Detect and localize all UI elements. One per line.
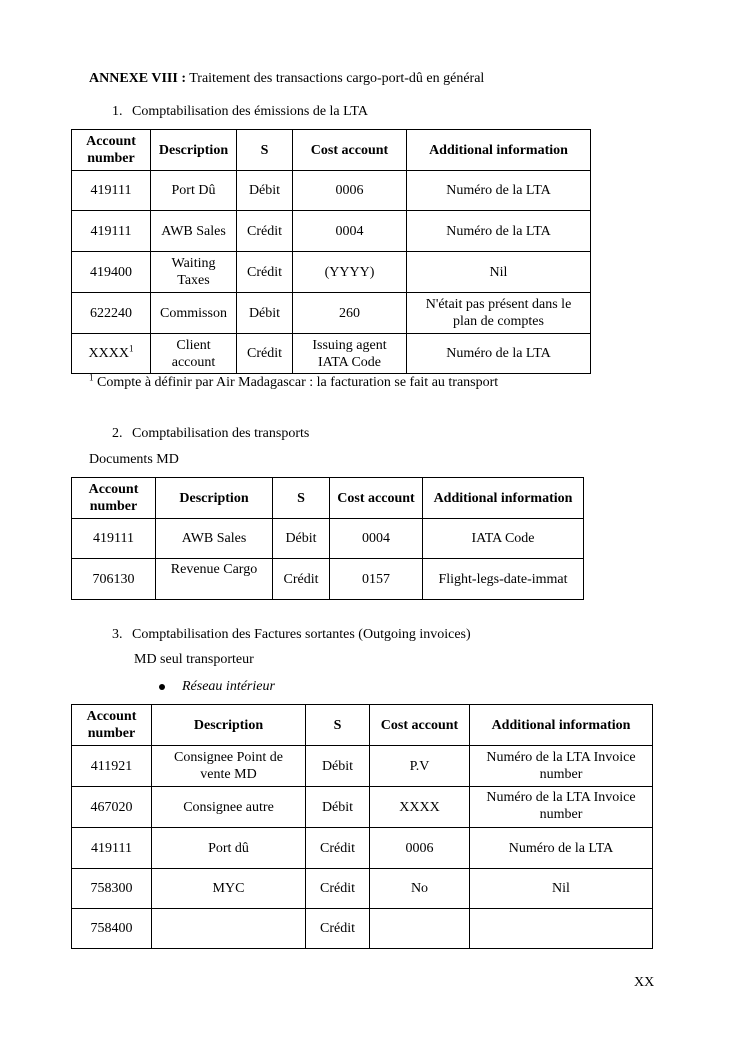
section2-subtitle: Documents MD: [89, 452, 179, 467]
cell: Consignee autre: [152, 787, 306, 828]
table-row: [72, 828, 653, 869]
footnote-ref: 1: [128, 343, 134, 354]
cell: Débit: [306, 787, 370, 828]
cell: 758300: [72, 869, 152, 909]
cell: Crédit: [237, 252, 293, 293]
cell: Débit: [237, 293, 293, 334]
section3-heading: [112, 626, 471, 643]
bullet-icon: [159, 684, 165, 690]
cell: Numéro de la LTA: [470, 828, 653, 869]
cell: Crédit: [273, 559, 330, 600]
cell: XXXX: [370, 787, 470, 828]
section2-number: 2.: [112, 426, 123, 441]
col-header: Cost account: [370, 705, 470, 746]
cell: 758400: [72, 909, 152, 949]
cell: Débit: [237, 171, 293, 211]
table-header-row: [72, 478, 584, 519]
section3-title: Comptabilisation des Factures sortantes (Outgoing invoices): [132, 627, 471, 642]
cell: 0006: [293, 171, 407, 211]
table-outgoing-invoices: [71, 704, 653, 949]
cell: 419400: [72, 252, 151, 293]
cell: P.V: [370, 746, 470, 787]
cell: 411921: [72, 746, 152, 787]
cell: 467020: [72, 787, 152, 828]
cell: Nil: [407, 252, 591, 293]
table-lta-emissions: [71, 129, 591, 374]
cell: AWB Sales: [151, 211, 237, 252]
col-header: Description: [152, 705, 306, 746]
cell: Nil: [470, 869, 653, 909]
col-header: Additional information: [423, 478, 584, 519]
cell: Crédit: [237, 211, 293, 252]
col-header: Additional information: [407, 130, 591, 171]
cell: 0157: [330, 559, 423, 600]
page-number: XX: [634, 975, 655, 990]
section2-title: Comptabilisation des transports: [132, 426, 310, 441]
cell: 419111: [72, 519, 156, 559]
annex-heading: [89, 70, 484, 87]
section1-number: 1.: [112, 104, 123, 119]
cell: AWB Sales: [156, 519, 273, 559]
account-placeholder: XXXX: [88, 346, 129, 361]
annex-label: ANNEXE VIII :: [89, 71, 186, 86]
col-header: Account number: [72, 478, 156, 519]
table-row: [72, 519, 584, 559]
footnote-text: Compte à définir par Air Madagascar : la facturation se fait au transport: [97, 375, 499, 390]
cell: Numéro de la LTA Invoice number: [470, 787, 653, 828]
annex-title: Traitement des transactions cargo-port-dû en général: [189, 71, 485, 86]
cell: [72, 334, 151, 374]
col-header: S: [306, 705, 370, 746]
cell: Client account: [151, 334, 237, 374]
cell: 0004: [293, 211, 407, 252]
cell: Numéro de la LTA Invoice number: [470, 746, 653, 787]
table-row: [72, 787, 653, 828]
table-row: [72, 334, 591, 374]
cell: [152, 909, 306, 949]
cell: N'était pas présent dans le plan de comptes: [407, 293, 591, 334]
cell: 419111: [72, 211, 151, 252]
section1-title: Comptabilisation des émissions de la LTA: [132, 104, 368, 119]
cell: [370, 909, 470, 949]
cell: 260: [293, 293, 407, 334]
section2-heading: [112, 425, 309, 442]
footnote: [89, 374, 498, 391]
cell: Waiting Taxes: [151, 252, 237, 293]
table-row: [72, 746, 653, 787]
col-header: Description: [156, 478, 273, 519]
table-transports: [71, 477, 584, 600]
cell: Débit: [273, 519, 330, 559]
cell: Crédit: [306, 909, 370, 949]
table-row: [72, 293, 591, 334]
col-header: Account number: [72, 130, 151, 171]
cell: Numéro de la LTA: [407, 171, 591, 211]
cell: Flight-legs-date-immat: [423, 559, 584, 600]
cell: [470, 909, 653, 949]
cell: Consignee Point de vente MD: [152, 746, 306, 787]
cell: 419111: [72, 171, 151, 211]
col-header: S: [237, 130, 293, 171]
cell: Numéro de la LTA: [407, 211, 591, 252]
table-row: [72, 559, 584, 600]
cell: Crédit: [306, 828, 370, 869]
table-row: [72, 909, 653, 949]
cell: 0004: [330, 519, 423, 559]
col-header: S: [273, 478, 330, 519]
cell: 622240: [72, 293, 151, 334]
cell: (YYYY): [293, 252, 407, 293]
table-row: [72, 869, 653, 909]
cell: Crédit: [237, 334, 293, 374]
table-header-row: [72, 130, 591, 171]
col-header: Additional information: [470, 705, 653, 746]
cell: Issuing agent IATA Code: [293, 334, 407, 374]
cell: Crédit: [306, 869, 370, 909]
table-row: [72, 171, 591, 211]
cell: Numéro de la LTA: [407, 334, 591, 374]
cell: 419111: [72, 828, 152, 869]
col-header: Cost account: [330, 478, 423, 519]
cell: MYC: [152, 869, 306, 909]
cell: IATA Code: [423, 519, 584, 559]
cell: Revenue Cargo: [156, 559, 273, 600]
cell: 706130: [72, 559, 156, 600]
table-header-row: [72, 705, 653, 746]
footnote-mark: 1: [89, 372, 94, 383]
cell: 0006: [370, 828, 470, 869]
cell: Débit: [306, 746, 370, 787]
section1-heading: [112, 103, 368, 120]
bullet-text: Réseau intérieur: [182, 679, 275, 694]
table-row: [72, 252, 591, 293]
cell: Port dû: [152, 828, 306, 869]
cell: Port Dû: [151, 171, 237, 211]
col-header: Account number: [72, 705, 152, 746]
cell: Commisson: [151, 293, 237, 334]
col-header: Description: [151, 130, 237, 171]
section3-number: 3.: [112, 627, 123, 642]
col-header: Cost account: [293, 130, 407, 171]
table-row: [72, 211, 591, 252]
section3-subtitle: MD seul transporteur: [134, 652, 254, 667]
cell: No: [370, 869, 470, 909]
